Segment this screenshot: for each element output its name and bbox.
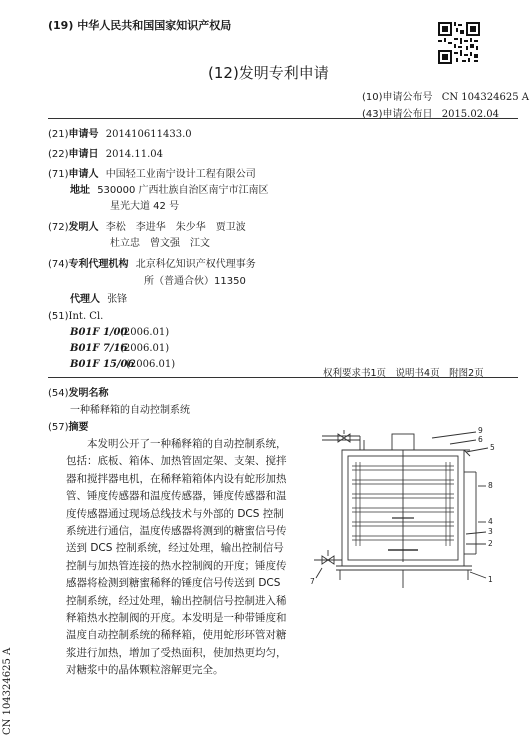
figure-label: 6 (478, 435, 483, 444)
pub-date-label: (43)申请公布日 (362, 109, 433, 120)
field-code: (22) (48, 149, 69, 160)
office-code: (19) (48, 19, 74, 32)
field-label: 专利代理机构 (68, 259, 129, 270)
pub-number-row (362, 88, 529, 103)
type-name: 发明专利申请 (238, 64, 329, 82)
figure-label: 8 (488, 481, 493, 490)
field-label: 发明名称 (68, 388, 109, 399)
agent-label: 代理人 (70, 294, 100, 305)
header-divider (48, 118, 518, 119)
dilution-tank-figure (300, 422, 522, 592)
field-code: (71) (48, 169, 69, 180)
inventors-line-2: 杜立忠 曾文强 江文 (110, 238, 210, 249)
qr-code-icon (438, 22, 480, 64)
abstract-text: 本发明公开了一种稀释箱的自动控制系统，包括：底板、箱体、加热管固定架、支架、搅拌器和搅拌器电机，在稀释箱箱体内设有蛇形加热管、锤度传感器和温度传感器，锤度传感器和温度传感器通过现场总线技术与外部的 DCS 控制系统进行通信，温度传感器将测到的糖蜜信号传送到 DCS 控制系统，经过处理，输出控制信号控制与加热管连接的热水控制阀的开度；锤度传感器将检测到糖蜜稀释的锤度信号传送到 DCS 控制系统，经过处理，输出控制信号控制进入稀释箱热水控制阀的开度。本发明是一种带锤度和温度自动控制系统的稀释箱，使用蛇形环管对糖浆进行加热，增加了受热面积，使加热更均匀，对糖浆中的晶体颗粒溶解更完全。 (66, 438, 287, 677)
side-publication-code: CN 104324625 A (2, 647, 13, 735)
field-code: (51) (48, 311, 69, 322)
field-label: 发明人 (68, 222, 99, 233)
agency-line-1: 北京科亿知识产权代理事务 (135, 259, 256, 270)
application-date-row (48, 145, 163, 160)
pub-date-value: 2015.02.04 (441, 109, 499, 120)
publication-type (208, 62, 329, 83)
title-heading (48, 384, 109, 399)
figure-label: 4 (488, 517, 493, 526)
field-label: Int. Cl. (68, 311, 104, 322)
inventors-row (48, 218, 246, 233)
int-cl-row (48, 311, 103, 322)
field-label: 申请日 (68, 149, 99, 160)
applicant-row (48, 165, 256, 180)
applicant-name: 中国轻工业南宁设计工程有限公司 (105, 169, 256, 180)
int-cl-class: B01F 7/16 (70, 343, 128, 354)
int-cl-item (70, 359, 175, 370)
int-cl-item (70, 343, 169, 354)
field-code: (54) (48, 388, 69, 399)
type-code: (12) (208, 64, 239, 82)
int-cl-version: (2006.01) (126, 359, 176, 370)
address-line-2: 星光大道 42 号 (110, 201, 180, 212)
motor-icon (392, 434, 414, 450)
section-divider (48, 377, 518, 378)
field-label: 申请号 (68, 129, 99, 140)
field-code: (74) (48, 259, 69, 270)
address-line-1: 530000 广西壮族自治区南宁市江南区 (97, 185, 269, 196)
abstract-body (66, 436, 288, 680)
field-code: (72) (48, 222, 69, 233)
pub-number-value: CN 104324625 A (441, 92, 529, 103)
application-number: 201410611433.0 (105, 129, 192, 140)
int-cl-class: B01F 15/06 (70, 359, 135, 370)
page-counts: 权利要求书1页 说明书4页 附图2页 (323, 368, 484, 379)
int-cl-item (70, 327, 169, 338)
figure-label: 3 (488, 527, 493, 536)
invention-title: 一种稀释箱的自动控制系统 (70, 405, 190, 416)
figure-label: 2 (488, 539, 493, 548)
field-label: 申请人 (68, 169, 99, 180)
field-label: 摘要 (68, 422, 89, 433)
int-cl-version: (2006.01) (120, 343, 170, 354)
figure-label: 7 (310, 577, 315, 586)
field-code: (57) (48, 422, 69, 433)
agent-row (70, 290, 127, 305)
inlet-valve-icon (338, 434, 350, 442)
application-number-row (48, 125, 192, 140)
field-code: (21) (48, 129, 69, 140)
address-row (70, 181, 269, 196)
agent-name: 张锋 (107, 294, 128, 305)
inventors-line-1: 李松 李进华 朱少华 贾卫波 (105, 222, 246, 233)
agency-row (48, 255, 256, 270)
int-cl-class: B01F 1/00 (70, 327, 128, 338)
pub-number-label: (10)申请公布号 (362, 92, 433, 103)
figure-label: 9 (478, 426, 483, 435)
figure-label: 5 (490, 443, 495, 452)
address-label: 地址 (70, 185, 90, 196)
office-header (48, 17, 231, 33)
office-name: 中华人民共和国国家知识产权局 (77, 19, 232, 32)
figure-label: 1 (488, 575, 493, 584)
application-date: 2014.11.04 (105, 149, 163, 160)
abstract-heading (48, 418, 89, 433)
agency-line-2: 所（普通合伙）11350 (144, 276, 246, 287)
int-cl-version: (2006.01) (120, 327, 170, 338)
